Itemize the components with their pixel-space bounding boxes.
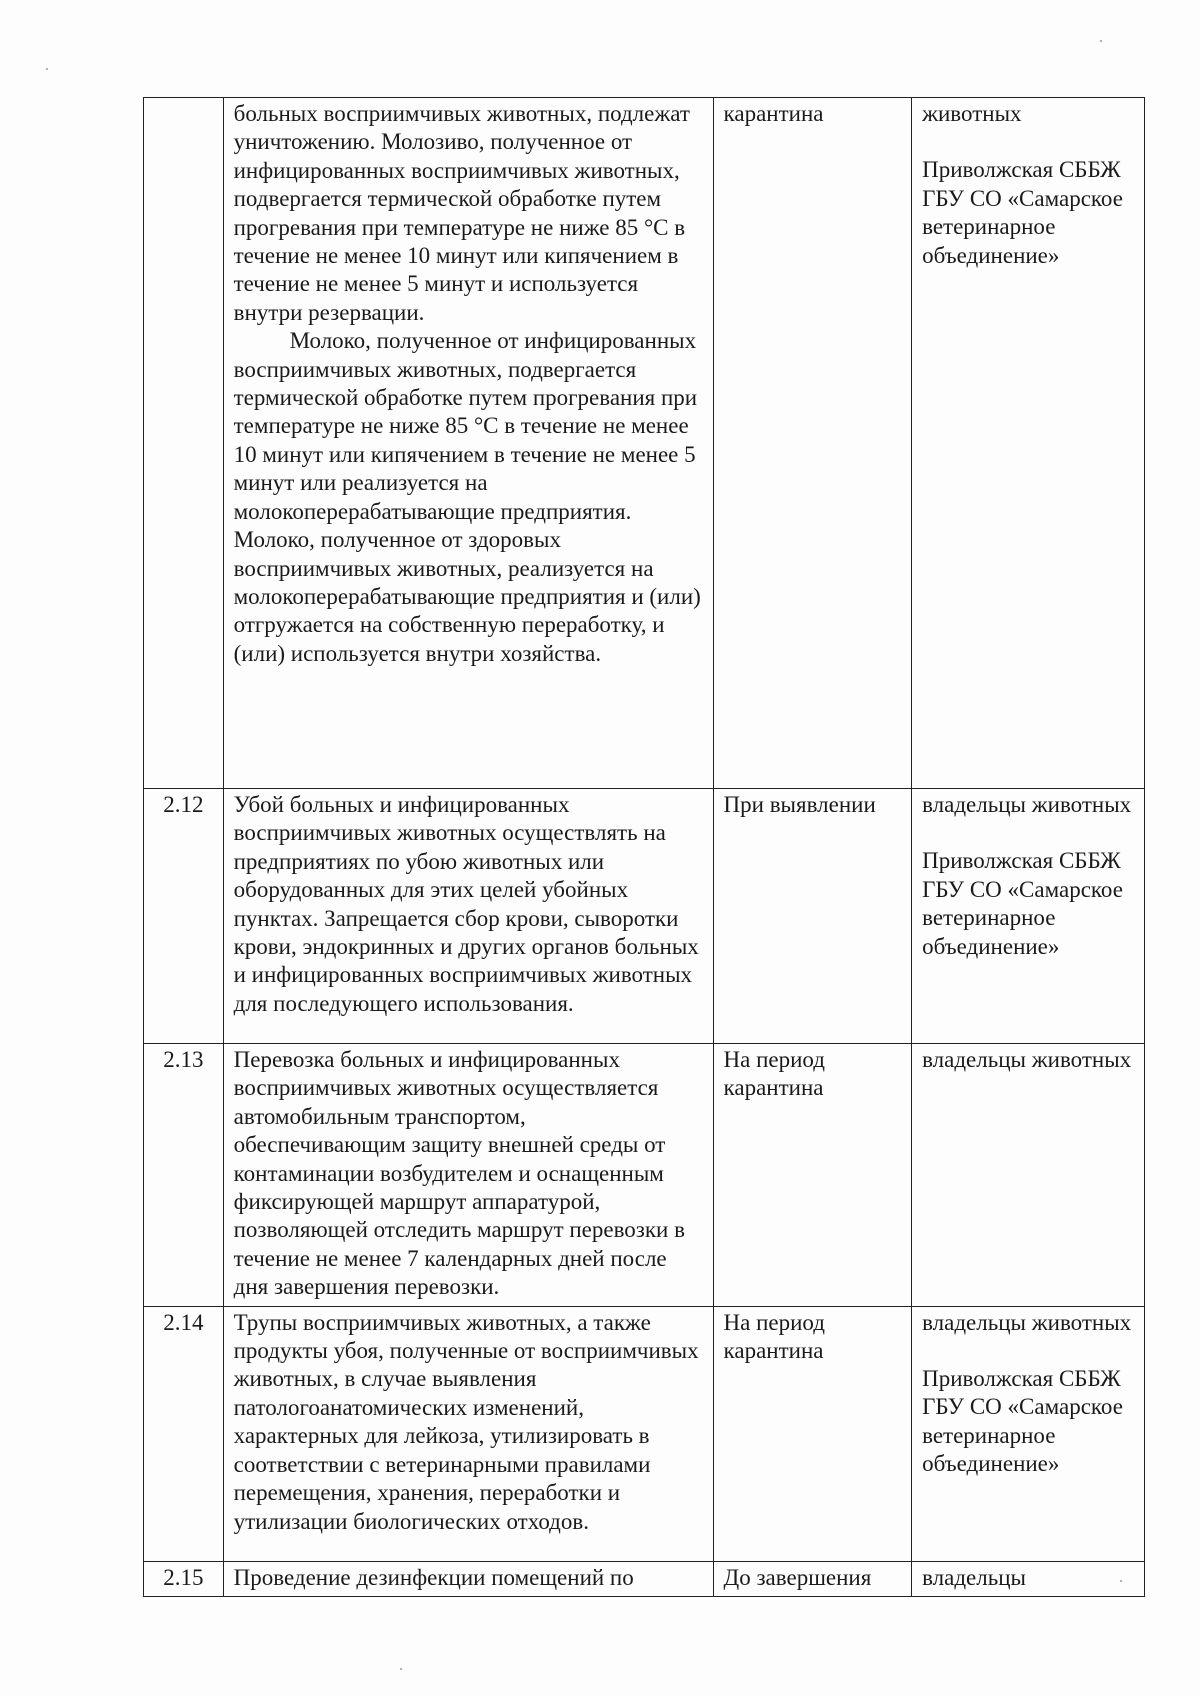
- scan-speck: [46, 68, 48, 70]
- table-row: [144, 98, 1145, 789]
- responsible-entry: владельцы: [922, 1564, 1026, 1590]
- row-number: 2.14: [144, 1306, 224, 1561]
- measure-cell: [223, 1561, 713, 1596]
- responsible-entry: Приволжская СББЖ ГБУ СО «Самарское ветеринарное объединение»: [922, 1366, 1123, 1477]
- responsible-entry: животных: [922, 101, 1022, 126]
- responsible-entry: Приволжская СББЖ ГБУ СО «Самарское ветеринарное объединение»: [922, 848, 1123, 959]
- row-number: 2.13: [144, 1044, 224, 1307]
- measure-text-cut: Проведение дезинфекции помещений по: [233, 1564, 634, 1590]
- term-cell: На период карантина: [713, 1044, 912, 1307]
- responsible-cell: [912, 98, 1145, 789]
- measure-paragraph: больных восприимчивых животных, подлежат уничтожению. Молозиво, полученное от инфицированных восприимчивых животных, подвергается термической обработке путем прогревания при температуре не ниже 85 °С в течение не менее 10 минут или кипячением в течение не менее 5 минут и используется внутри резервации.: [233, 101, 690, 325]
- row-number: 2.12: [144, 789, 224, 1044]
- term-cell: На период карантина: [713, 1306, 912, 1561]
- responsible-cell: [912, 1561, 1145, 1596]
- responsible-cell: [912, 789, 1145, 1044]
- measure-cell: [223, 98, 713, 789]
- responsible-entry: владельцы животных: [922, 792, 1132, 817]
- term-cell: До завершения: [713, 1561, 912, 1596]
- scan-speck: [400, 1668, 402, 1670]
- measure-cell: Трупы восприимчивых животных, а также продукты убоя, полученные от восприимчивых животных, в случае выявления патологоанатомических изменений, характерных для лейкоза, утилизировать в соответствии с ветеринарными правилами перемещения, хранения, переработки и утилизации биологических отходов.: [223, 1306, 713, 1561]
- responsible-cell: [912, 1044, 1145, 1307]
- term-cell: При выявлении: [713, 789, 912, 1044]
- table-row: [144, 1044, 1145, 1307]
- measure-cell: Убой больных и инфицированных восприимчивых животных осуществлять на предприятиях по убою животных или оборудованных для этих целей убойных пунктах. Запрещается сбор крови, сыворотки крови, эндокринных и других органов больных и инфицированных восприимчивых животных для последующего использования.: [223, 789, 713, 1044]
- responsible-entry: владельцы животных: [922, 1309, 1132, 1335]
- responsible-cell: [912, 1306, 1145, 1561]
- row-number: [144, 98, 224, 789]
- table-row: [144, 1561, 1145, 1596]
- responsible-entry: владельцы животных: [922, 1047, 1132, 1072]
- table-row: [144, 1306, 1145, 1561]
- term-cell: карантина: [713, 98, 912, 789]
- measure-paragraph: Молоко, полученное от здоровых восприимчивых животных, реализуется на молокоперерабатывающие предприятия и (или) отгружается на собственную переработку, и (или) используется внутри хозяйства.: [233, 527, 701, 666]
- table-row: [144, 789, 1145, 1044]
- responsible-entry: Приволжская СББЖ ГБУ СО «Самарское ветеринарное объединение»: [922, 157, 1123, 268]
- measure-cell: Перевозка больных и инфицированных восприимчивых животных осуществляется автомобильным транспортом, обеспечивающим защиту внешней среды от контаминации возбудителем и оснащенным фиксирующей маршрут аппаратурой, позволяющей отследить маршрут перевозки в течение не менее 7 календарных дней после дня завершения перевозки.: [223, 1044, 713, 1307]
- measure-paragraph: Молоко, полученное от инфицированных восприимчивых животных, подвергается термической обработке путем прогревания при температуре не ниже 85 °С в течение не менее 10 минут или кипячением в течение не менее 5 минут или реализуется на молокоперерабатывающие предприятия.: [233, 328, 698, 524]
- row-number: 2.15: [144, 1561, 224, 1596]
- scan-speck: [1120, 1580, 1122, 1582]
- measures-table: [143, 97, 1145, 1597]
- scan-speck: [1100, 40, 1102, 42]
